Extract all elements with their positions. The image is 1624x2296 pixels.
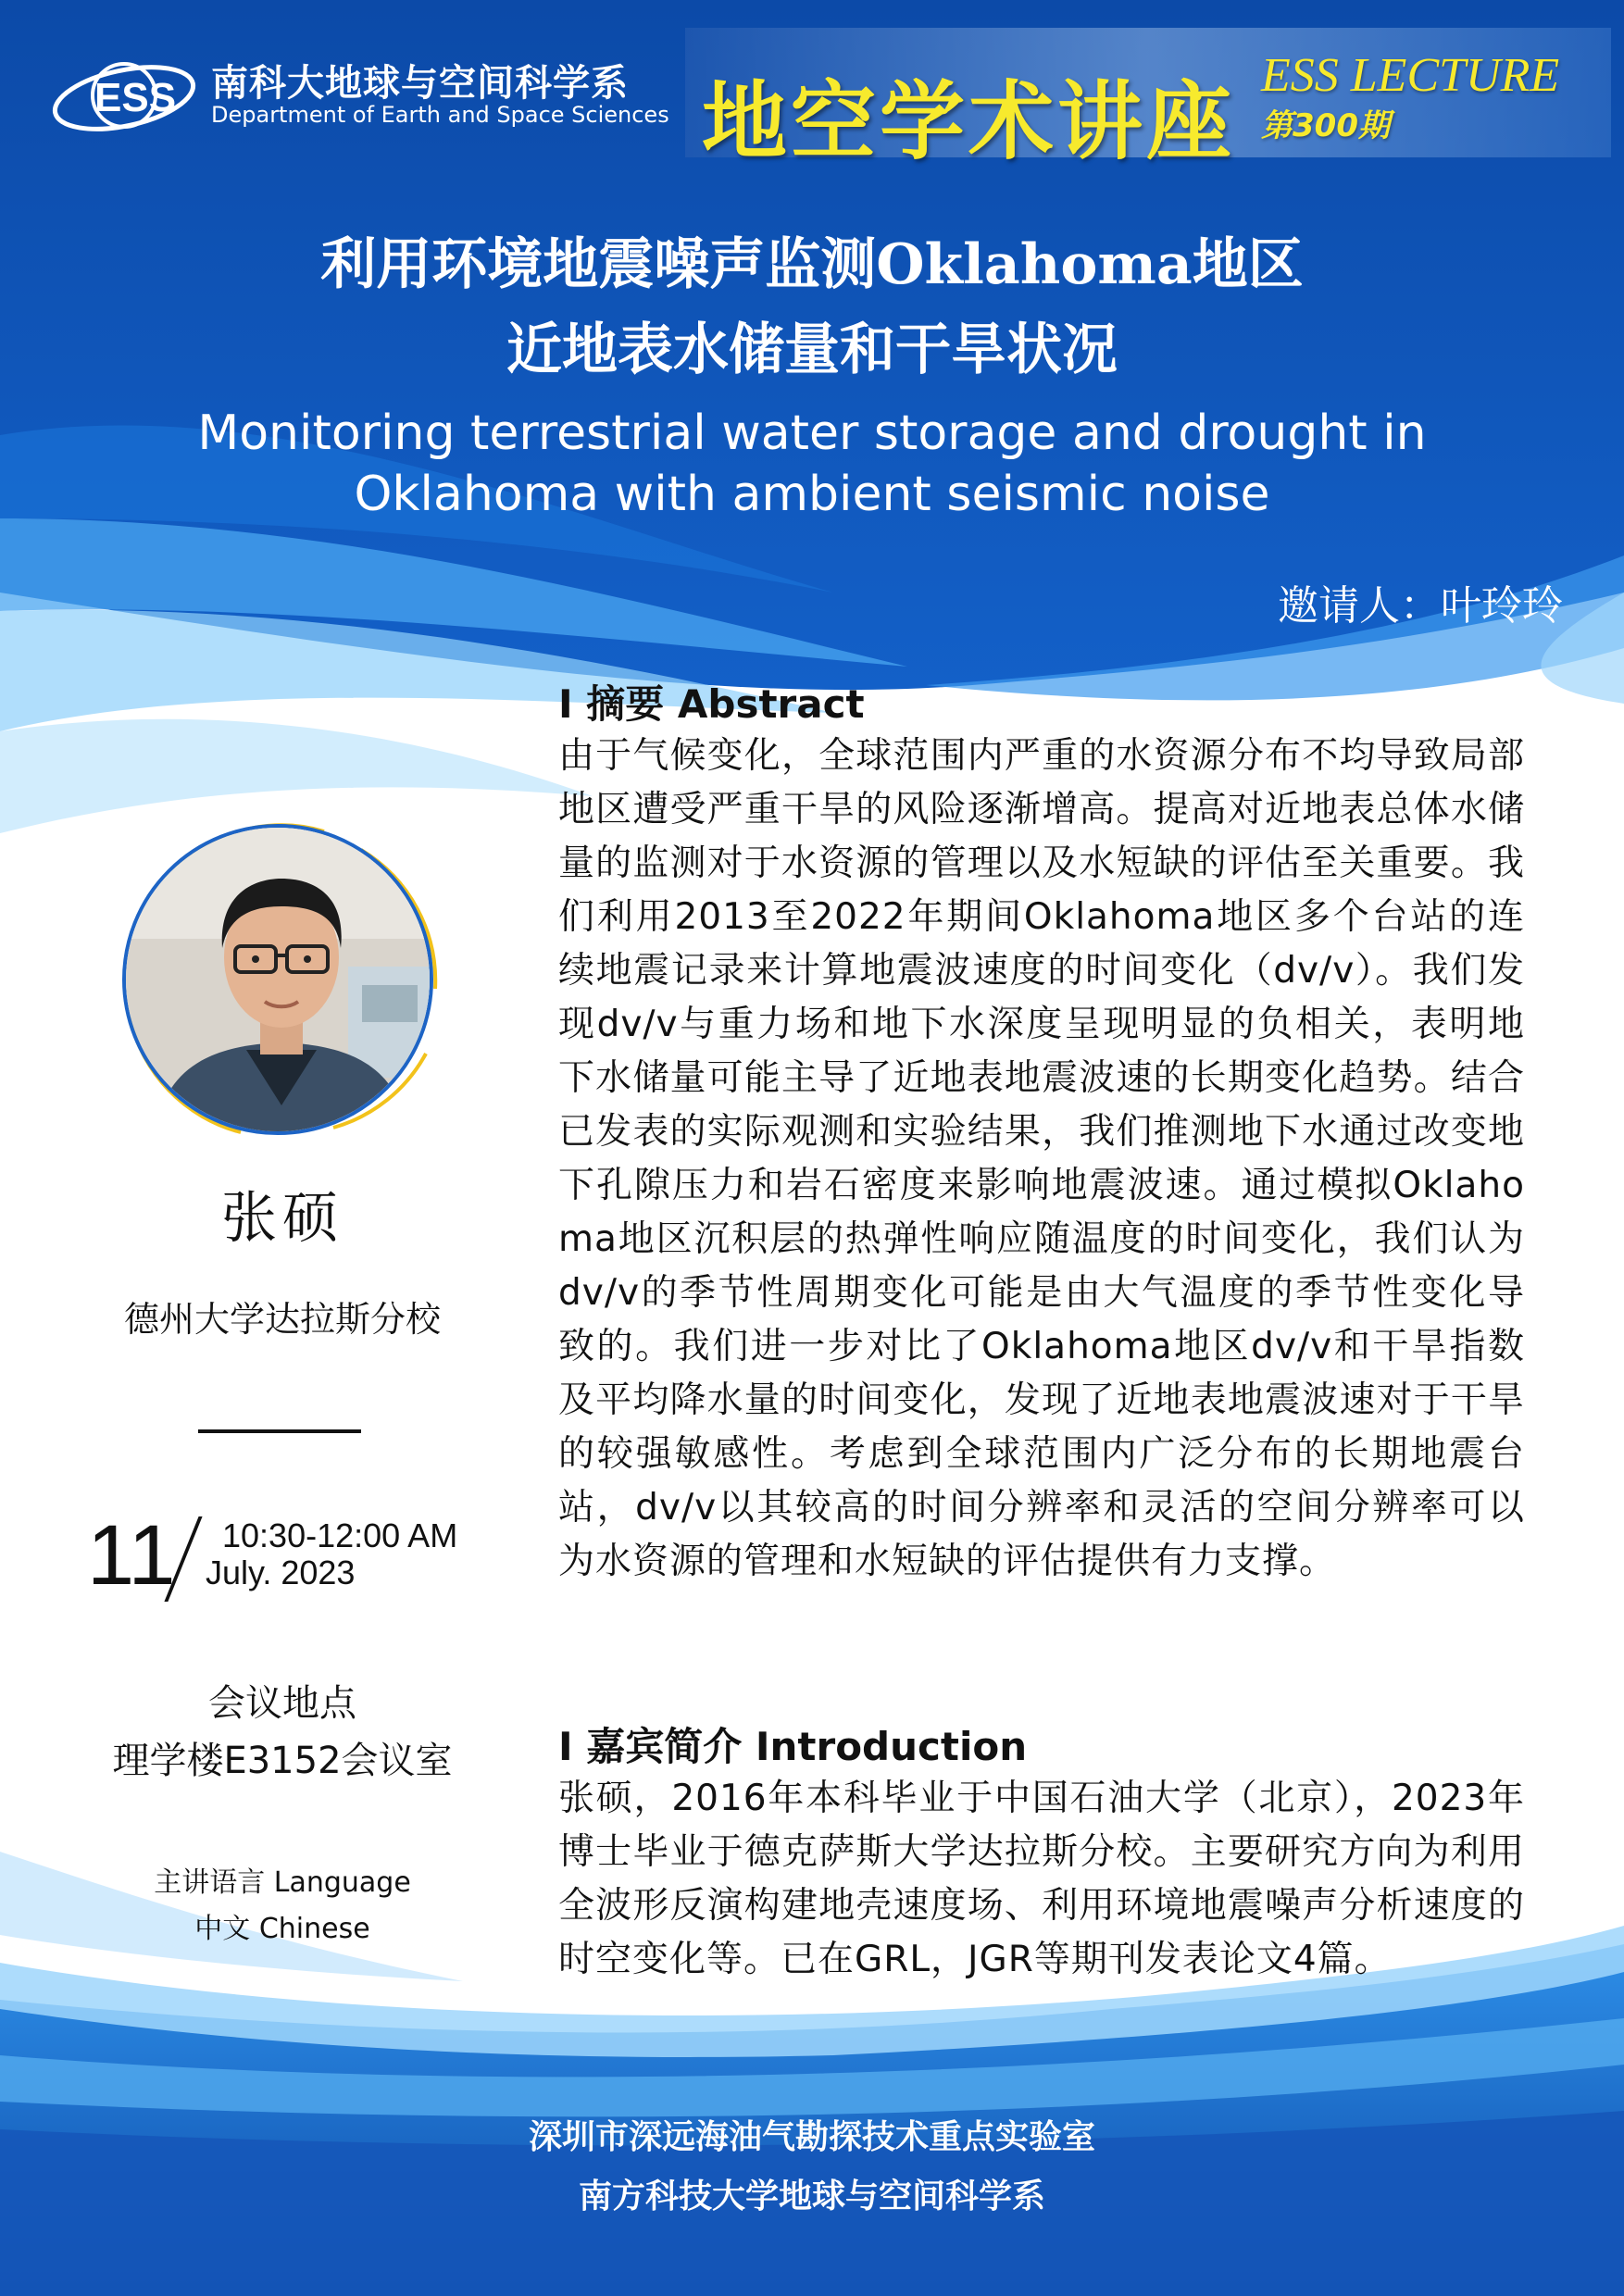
language-label: 主讲语言 Language [154, 1866, 411, 1899]
intro-heading: I 嘉宾简介 Introduction [558, 1724, 1028, 1769]
footer-lab: 深圳市深远海油气勘探技术重点实验室 [528, 2118, 1095, 2156]
abstract-text: 由于气候变化，全球范围内严重的水资源分布不均导致局部地区遭受严重干旱的风险逐渐增高。提高对近地表总体水储量的监测对于水资源的管理以及水短缺的评估至关重要。我们利用2013至2022年期间Oklahoma地区多个台站的连续地震记录来计算地震波速度的时间变化（dv/v）。我们发现dv/v与重力场和地下水深度呈现明显的负相关，表明地下水储量可能主导了近地表地震波速的长期变化趋势。结合已发表的实际观测和实验结果，我们推测地下水通过改变地下孔隙压力和岩石密度来影响地震波速。通过模拟Oklahoma地区沉积层的热弹性响应随温度的时间变化，我们认为dv/v的季节性周期变化可能是由大气温度的季节性变化导致的。我们进一步对比了Oklahoma地区dv/v和干旱指数及平均降水量的时间变化，发现了近地表地震波速对于干旱的较强敏感性。考虑到全球范围内广泛分布的长期地震台站，dv/v以其较高的时间分辨率和灵活的空间分辨率可以为水资源的管理和水短缺的评估提供有力支撑。 [558, 735, 1525, 1582]
issue-number: 第300期 [1261, 107, 1390, 144]
svg-text:ESS: ESS [94, 75, 177, 120]
series-title-en: ESS LECTURE [1261, 49, 1560, 102]
lecture-title-cn-line1: 利用环境地震噪声监测Oklahoma地区 [320, 232, 1304, 297]
speaker-photo-frame [102, 804, 454, 1155]
language: 中文 Chinese [194, 1913, 370, 1945]
department-name-cn: 南科大地球与空间科学系 [211, 62, 629, 105]
speaker-affiliation: 德州大学达拉斯分校 [123, 1299, 441, 1340]
host-label: 邀请人：叶玲玲 [1278, 582, 1563, 630]
abstract-heading: I 摘要 Abstract [558, 681, 865, 727]
series-title: 地空学术讲座 [702, 71, 1236, 171]
speaker-portrait [122, 824, 433, 1135]
lecture-title-cn-line2: 近地表水储量和干旱状况 [506, 318, 1118, 382]
intro-text: 张硕，2016年本科毕业于中国石油大学（北京），2023年博士毕业于德克萨斯大学达拉斯分校。主要研究方向为利用全波形反演构建地壳速度场、利用环境地震噪声分析速度的时空变化等。已在GRL，JGR等期刊发表论文4篇。 [558, 1778, 1525, 1980]
lecture-title-en-line1: Monitoring terrestrial water storage and drought in [197, 406, 1427, 461]
lecture-title-en-line2: Oklahoma with ambient seismic noise [354, 467, 1270, 522]
venue-label: 会议地点 [208, 1682, 356, 1725]
speaker-name: 张硕 [221, 1186, 344, 1251]
venue: 理学楼E3152会议室 [112, 1740, 453, 1782]
department-name-en: Department of Earth and Space Sciences [211, 102, 669, 128]
date-month-year: July. 2023 [206, 1554, 356, 1591]
date-day: 11 [87, 1508, 176, 1603]
ess-logo-icon [48, 44, 201, 146]
lecture-time: 10:30-12:00 AM [222, 1516, 458, 1554]
footer-dept: 南方科技大学地球与空间科学系 [578, 2177, 1045, 2215]
divider-line [198, 1429, 361, 1433]
